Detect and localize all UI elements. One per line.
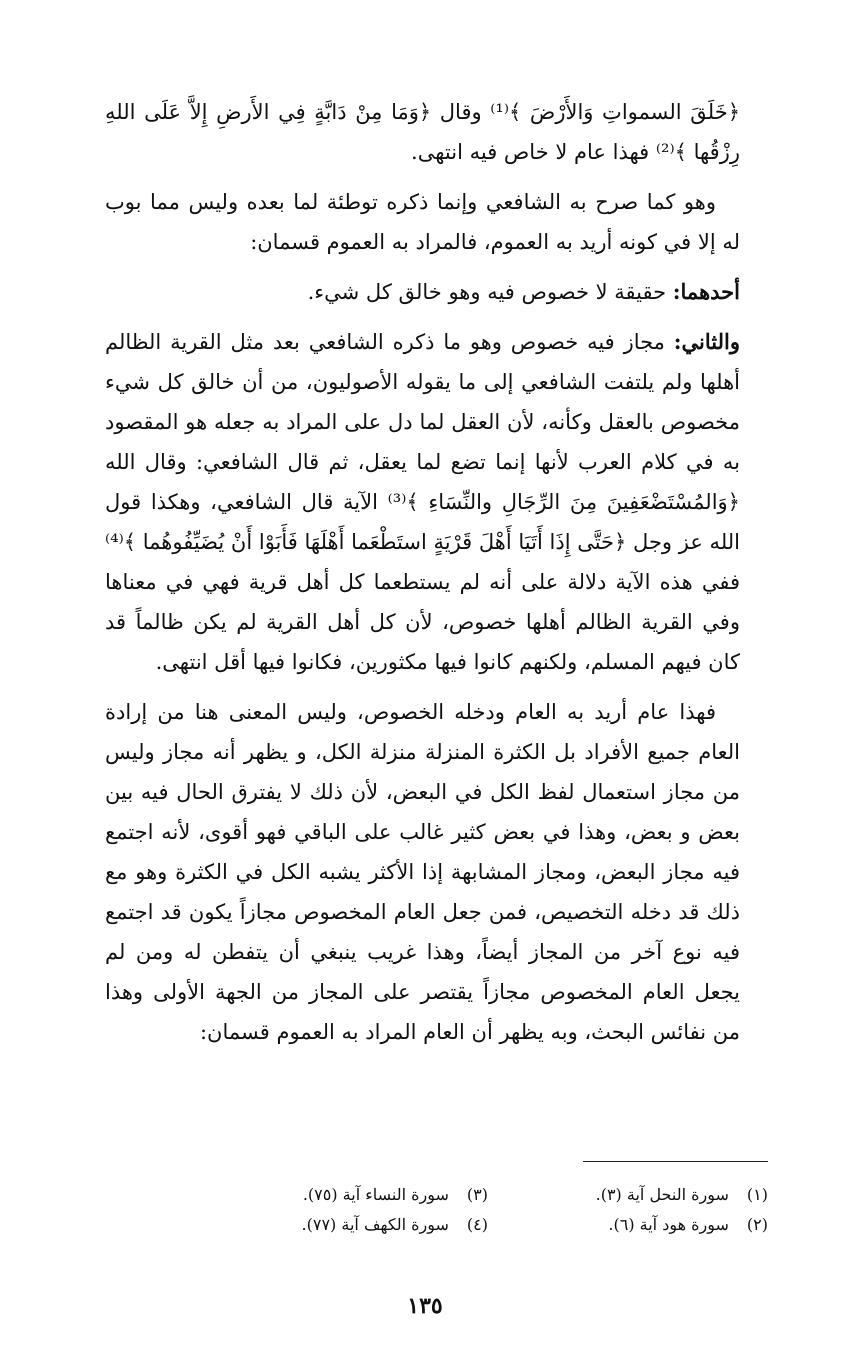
footnote-divider (583, 1161, 768, 1162)
footnote-1-text: سورة النحل آية (٣). (595, 1185, 729, 1204)
paragraph-3-text: حقيقة لا خصوص فيه وهو خالق كل شيء. (307, 280, 673, 304)
paragraph-2 (105, 182, 740, 262)
footnote-3-number: (٣) (466, 1185, 488, 1204)
paragraph-3-lead: أحدهما: (672, 279, 740, 304)
footnote-1-number: (١) (746, 1185, 768, 1204)
footnote-2-text: سورة هود آية (٦). (608, 1215, 729, 1234)
footnote-3-text: سورة النساء آية (٧٥). (302, 1185, 449, 1204)
paragraph-2-text: وهو كما صرح به الشافعي وإنما ذكره توطئة لما بعده وليس مما بوب له إلا في كونه أريد به العموم، فالمراد به العموم قسمان: (105, 190, 740, 254)
paragraph-4-lead: والثاني: (673, 329, 740, 354)
footnote-4-number: (٤) (466, 1215, 488, 1234)
paragraph-5-text: فهذا عام أريد به العام ودخله الخصوص، وليس المعنى هنا من إرادة العام جميع الأفراد بل الكثرة المنزلة منزلة الكل، و يظهر أنه مجاز وليس من مجاز استعمال لفظ الكل في البعض، لأن ذلك لا يفترق الحال فيه بين بعض و بعض، وهذا في بعض كثير غالب على الباقي فهو أقوى، لأنه اجتمع فيه مجاز البعض، ومجاز المشابهة إذا الأكثر يشبه الكل في الكثرة وهو مع ذلك قد دخله التخصيص، فمن جعل العام المخصوص مجازاً يكون قد اجتمع فيه نوع آخر من المجاز أيضاً، وهذا غريب ينبغي أن يتفطن له ومن لم يجعل العام المخصوص مجازاً يقتصر على المجاز من الجهة الأولى وهذا من نفائس البحث، وبه يظهر أن العام المراد به العموم قسمان: (105, 700, 740, 1044)
main-text (105, 92, 740, 1062)
paragraph-4 (105, 322, 740, 682)
paragraph-1-text: ﴿خَلَقَ السمواتِ وَالأَرْضَ ﴾⁽¹⁾ وقال ﴿وَمَا مِنْ دَابَّةٍ فِي الأَرضِ إِلاَّ عَلَى اللهِ رِزْقُها ﴾⁽²⁾ فهذا عام لا خاص فيه انتهى. (105, 100, 740, 164)
footnote-3 (303, 1180, 488, 1210)
paragraph-1 (105, 92, 740, 172)
footnotes (248, 1180, 768, 1250)
paragraph-5 (105, 692, 740, 1052)
paragraph-4-text: مجاز فيه خصوص وهو ما ذكره الشافعي بعد مثل القرية الظالم أهلها ولم يلتفت الشافعي إلى ما يقوله الأصوليون، من أن خالق كل شيء مخصوص بالعقل وكأنه، لأن العقل لما دل على المراد به جعله هو المقصود به في كلام العرب لأنها إنما تضع لما يعقل، ثم قال الشافعي: وقال الله ﴿وَالمُسْتَضْعَفِينَ مِنَ الرِّجَالِ والنِّسَاءِ ﴾⁽³⁾ الآية قال الشافعي، وهكذا قول الله عز وجل ﴿حَتَّى إِذَا أَتَيَا أَهْلَ قَرْيَةٍ استَطْعَما أَهْلَهَا فَأَبَوْا أَنْ يُضَيِّفُوهُما ﴾⁽⁴⁾ ففي هذه الآية دلالة على أنه لم يستطعما كل أهل قرية فهي في معناها وفي القرية الظالم أهلها خصوص، لأن كل أهل القرية لم يكن ظالماً قد كان فيهم المسلم، ولكنهم كانوا فيها مكثورين، فكانوا فيها أقل انتهى. (105, 330, 740, 674)
footnote-1 (596, 1180, 768, 1210)
footnote-2-number: (٢) (746, 1215, 768, 1234)
footnote-2 (608, 1210, 768, 1240)
paragraph-3 (105, 272, 740, 312)
footnote-4-text: سورة الكهف آية (٧٧). (301, 1215, 449, 1234)
page-number: ١٣٥ (407, 1293, 443, 1319)
footnote-4 (302, 1210, 488, 1240)
